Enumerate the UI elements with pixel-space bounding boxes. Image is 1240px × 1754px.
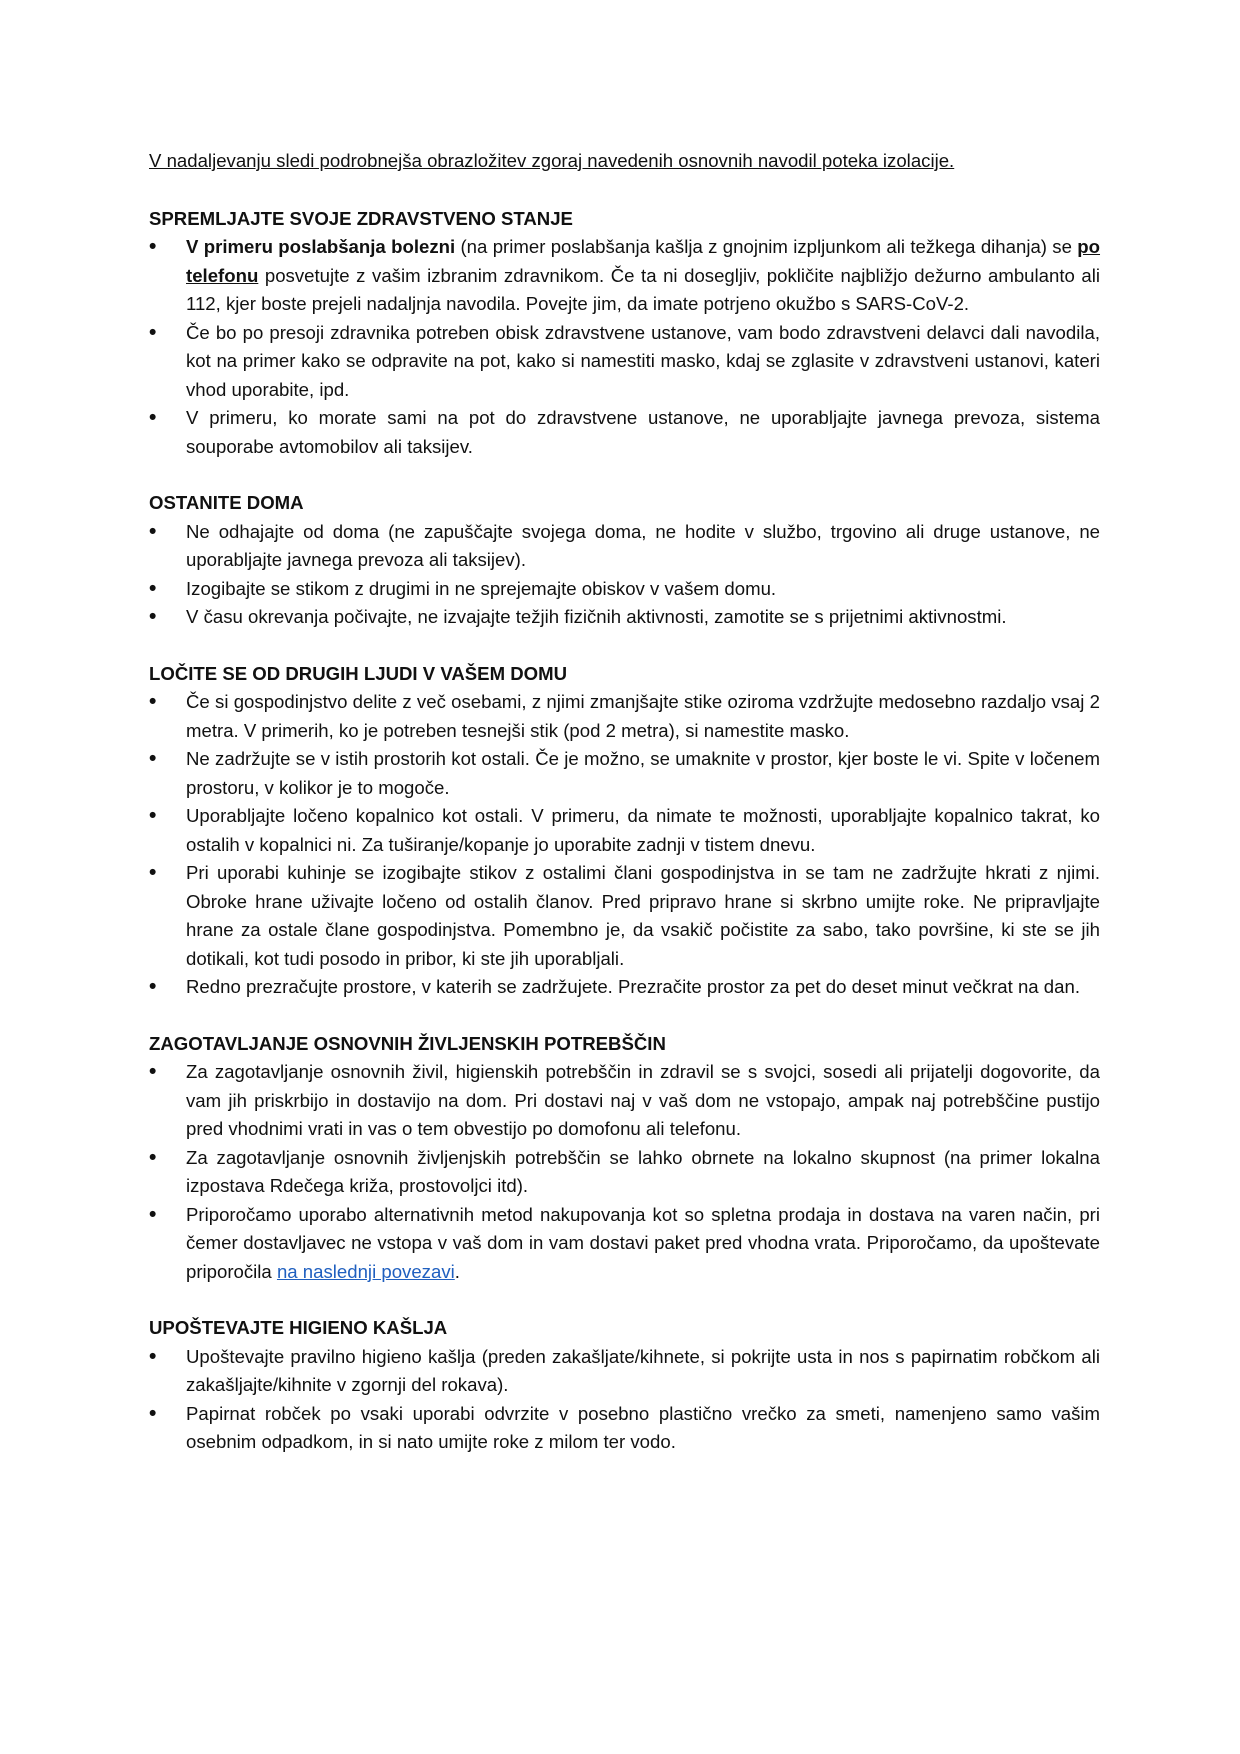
bullet-list [149,233,1100,461]
item-text: . [454,1260,460,1282]
list-item: • Če si gospodinjstvo delite z več osebami, z njimi zmanjšajte stike oziroma vzdržujte medosebno razdaljo vsaj 2 metra. V primerih, ko je potreben tesnejši stik (pod 2 metra), si namestite masko. [149,688,1100,745]
list-item: • V primeru, ko morate sami na pot do zdravstvene ustanove, ne uporabljajte javnega prevoza, sistema souporabe avtomobilov ali taksijev. [149,404,1100,461]
recommendations-link[interactable]: na naslednji povezavi [276,1260,455,1282]
list-item: • V času okrevanja počivajte, ne izvajajte težjih fizičnih aktivnosti, zamotite se s prijetnimi aktivnostmi. [149,603,1100,632]
list-item: • Pri uporabi kuhinje se izogibajte stikov z ostalimi člani gospodinjstva in se tam ne zadržujte hkrati z njimi. Obroke hrane uživajte ločeno od ostalih članov. Pred pripravo hrane si skrbno umijte roke. Ne pripravljajte hrane za ostale člane gospodinjstva. Pomembno je, da vsakič počistite za sabo, tako površine, ki ste se jih dotikali, kot tudi posodo in pribor, ki ste jih uporabljali. [149,859,1100,973]
bullet-list [149,1343,1100,1457]
section-heading: LOČITE SE OD DRUGIH LJUDI V VAŠEM DOMU [149,662,568,684]
list-item: • Uporabljajte ločeno kopalnico kot ostali. V primeru, da nimate te možnosti, uporabljajte kopalnico takrat, ko ostalih v kopalnici ni. Za tuširanje/kopanje jo uporabite zadnji v tistem dnevu. [149,802,1100,859]
section-heading: OSTANITE DOMA [149,492,304,513]
section-basic-supplies [149,1030,1100,1287]
item-text: Priporočamo uporabo alternativnih metod nakupovanja kot so spletna prodaja in dostava na varen način, pri čemer dostavljavec ne vstopa v vaš dom in vam dostavi paket pred vhodna vrata. Priporočamo, da upoštevate priporočila [186,1203,1100,1282]
list-item: • Redno prezračujte prostore, v katerih se zadržujete. Prezračite prostor za pet do deset minut večkrat na dan. [149,973,1100,1002]
intro-text: V nadaljevanju sledi podrobnejša obrazložitev zgoraj navedenih osnovnih navodil poteka izolacije. [149,150,955,171]
section-cough-hygiene [149,1314,1100,1457]
section-stay-home [149,489,1100,632]
bullet-list [149,1058,1100,1286]
section-heading: ZAGOTAVLJANJE OSNOVNIH ŽIVLJENSKIH POTREBŠČIN [149,1032,666,1054]
list-item: • Za zagotavljanje osnovnih živil, higienskih potrebščin in zdravil se s svojci, sosedi ali prijatelji dogovorite, da vam jih priskrbijo in dostavijo na dom. Pri dostavi naj v vaš dom ne vstopajo, ampak naj potrebščine pustijo pred vhodnimi vrati in vas o tem obvestijo po domofonu ali telefonu. [149,1058,1100,1144]
list-item: • Ne odhajajte od doma (ne zapuščajte svojega doma, ne hodite v službo, trgovino ali druge ustanove, ne uporabljajte javnega prevoza ali taksijev). [149,518,1100,575]
list-item: • Izogibajte se stikom z drugimi in ne sprejemajte obiskov v vašem domu. [149,575,1100,604]
list-item [149,1201,1100,1287]
emphasis-text: po telefonu [186,236,1101,286]
bullet-list [149,688,1100,1002]
list-item: • Papirnat robček po vsaki uporabi odvrzite v posebno plastično vrečko za smeti, namenjeno samo vašim osebnim odpadkom, in si nato umijte roke z milom ter vodo. [149,1400,1100,1457]
list-item: • Upoštevajte pravilno higieno kašlja (preden zakašljate/kihnete, si pokrijte usta in nos s papirnatim robčkom ali zakašljajte/kihnite v zgornji del rokava). [149,1343,1100,1400]
list-item: • Ne zadržujte se v istih prostorih kot ostali. Če je možno, se umaknite v prostor, kjer boste le vi. Spite v ločenem prostoru, v kolikor je to mogoče. [149,745,1100,802]
item-text: (na primer poslabšanja kašlja z gnojnim izpljunkom ali težkega dihanja) se [455,236,1078,257]
bullet-list [149,518,1100,632]
item-text: posvetujte z vašim izbranim zdravnikom. Če ta ni dosegljiv, pokličite najbližjo dežurno ambulanto ali 112, kjer boste prejeli nadaljnja navodila. Povejte jim, da imate potrjeno okužbo s SARS-CoV-2. [186,264,1100,314]
section-heading: UPOŠTEVAJTE HIGIENO KAŠLJA [149,1317,448,1338]
bold-lead: V primeru poslabšanja bolezni [186,236,456,257]
section-separate-from-others [149,660,1100,1002]
section-monitor-health [149,205,1100,462]
section-heading: SPREMLJAJTE SVOJE ZDRAVSTVENO STANJE [149,207,573,229]
list-item [149,233,1100,319]
list-item: • Če bo po presoji zdravnika potreben obisk zdravstvene ustanove, vam bodo zdravstveni delavci dali navodila, kot na primer kako se odpravite na pot, kako si namestiti masko, kdaj se zglasite v zdravstveni ustanovi, kateri vhod uporabite, ipd. [149,319,1100,405]
list-item: • Za zagotavljanje osnovnih življenjskih potrebščin se lahko obrnete na lokalno skupnost (na primer lokalna izpostava Rdečega križa, prostovoljci itd). [149,1144,1100,1201]
